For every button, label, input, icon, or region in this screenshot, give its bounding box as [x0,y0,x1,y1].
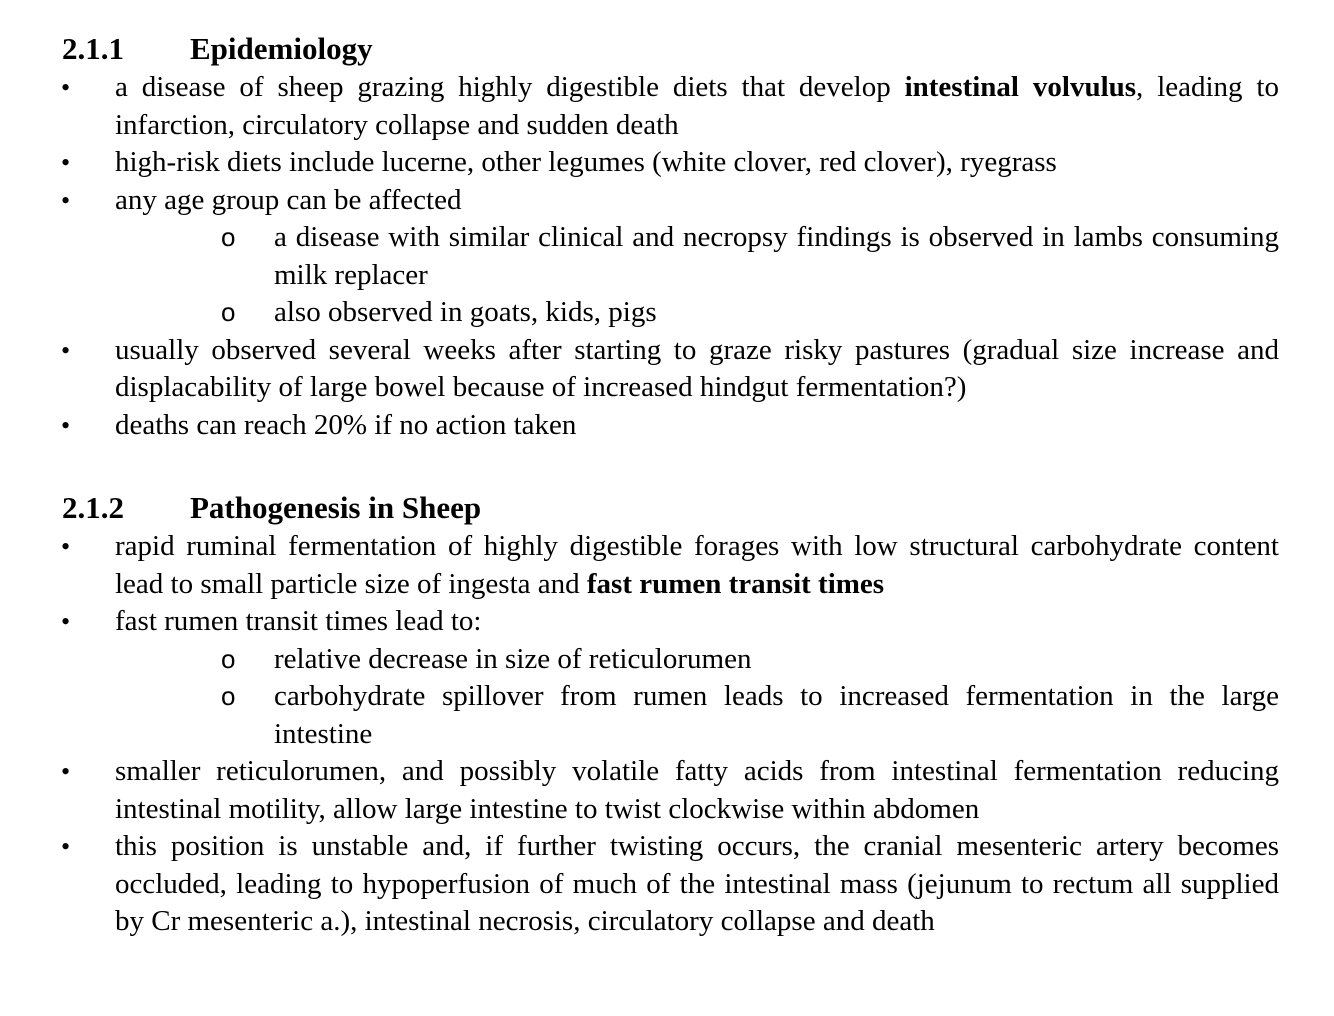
section-title: Epidemiology [190,31,373,66]
bullet-list [0,332,1334,445]
sub-list-item [221,219,1279,294]
item-text: usually observed several weeks after starting to graze risky pastures (gradual size increase and displacability of large bowel because of increased hindgut fermentation?) [115,333,1279,403]
list-item [61,332,1279,407]
bullet-list [0,753,1334,941]
item-text: any age group can be affected [115,183,462,216]
section-epidemiology [0,29,1334,444]
sub-list-item [221,294,1279,332]
bullet-marker: • [61,185,71,215]
list-item [61,828,1279,941]
list-item [61,69,1279,144]
list-item [61,528,1279,603]
list-item [61,407,1279,445]
item-text: fast rumen transit times lead to: [115,605,482,637]
bullet-marker: • [61,532,71,561]
bullet-list [0,528,1334,641]
sub-list [0,641,1334,754]
item-text: , leading to infarction, circulatory collapse and sudden death [115,71,1279,141]
item-text: rapid ruminal fermentation of highly digestible forages with low structural carbohydrate content lead to small particle size of ingesta and [115,530,1279,600]
item-text: deaths can reach 20% if no action taken [115,408,577,441]
section-number: 2.1.2 [62,490,124,525]
list-item [61,144,1279,182]
sub-bullet-marker: o [221,222,236,252]
bullet-marker: • [61,832,71,861]
bullet-marker: • [61,335,71,365]
sub-bullet-marker: o [221,681,236,711]
item-text: a disease of sheep grazing highly digestible diets that develop [115,71,905,103]
section-number: 2.1.1 [62,31,124,66]
item-text: high-risk diets include lucerne, other legumes (white clover, red clover), ryegrass [115,146,1057,178]
item-text-bold: fast rumen transit times [586,567,885,600]
item-text-bold: intestinal volvulus [904,71,1137,103]
bullet-list [0,69,1334,219]
item-text: smaller reticulorumen, and possibly volatile fatty acids from intestinal fermentation reducing intestinal motility, allow large intestine to twist clockwise within abdomen [115,755,1279,825]
sub-bullet-marker: o [221,297,236,327]
bullet-marker: • [61,148,71,177]
section-pathogenesis [0,488,1334,941]
list-item [61,182,1279,220]
item-text: this position is unstable and, if further twisting occurs, the cranial mesenteric artery becomes occluded, leading to hypoperfusion of much of the intestinal mass (jejunum to rectum all supplied by Cr mesenteric a.), intestinal necrosis, circulatory collapse and death [115,830,1279,937]
section-title: Pathogenesis in Sheep [190,490,482,525]
sub-list [0,219,1334,332]
sub-list-item [221,678,1279,753]
sub-list-item [221,641,1279,679]
bullet-marker: • [61,757,71,786]
item-text: relative decrease in size of reticulorumen [274,642,752,675]
item-text: carbohydrate spillover from rumen leads to increased fermentation in the large intestine [274,680,1279,750]
list-item [61,753,1279,828]
list-item [61,603,1279,641]
bullet-marker: • [61,410,71,440]
bullet-marker: • [61,607,71,636]
section-heading [0,29,1334,69]
bullet-marker: • [61,73,71,102]
section-heading [0,488,1334,528]
item-text: a disease with similar clinical and necropsy findings is observed in lambs consuming milk replacer [274,221,1279,291]
sub-bullet-marker: o [221,643,236,674]
item-text: also observed in goats, kids, pigs [274,296,657,328]
